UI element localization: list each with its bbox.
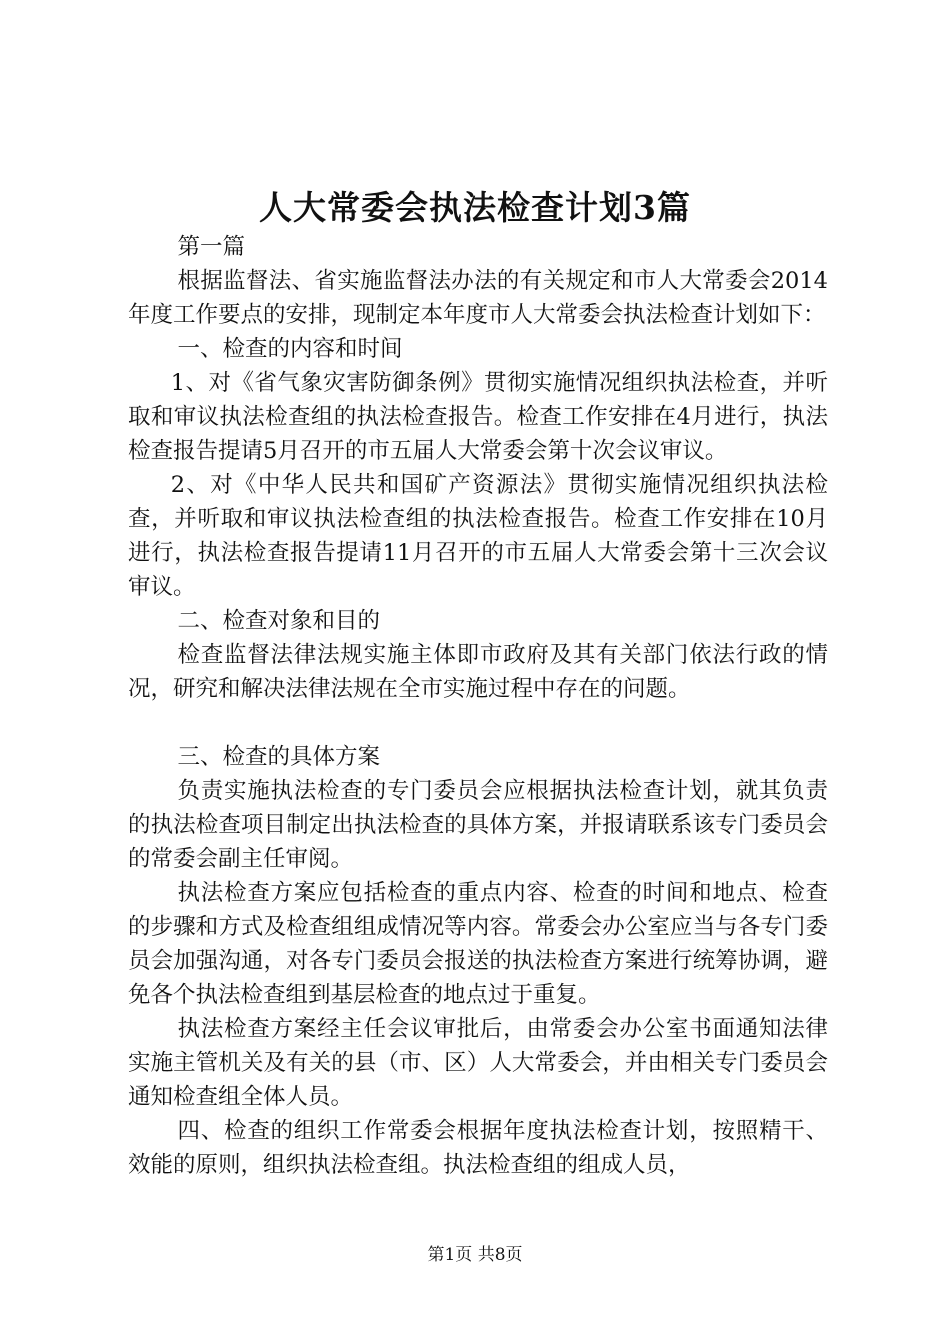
page-footer: 第1页 共8页 <box>427 1245 523 1265</box>
paragraph: 负责实施执法检查的专门委员会应根据执法检查计划，就其负责的执法检查项目制定出执法检查的具体方案，并报请联系该专门委员会的常委会副主任审阅。 <box>128 778 828 872</box>
paragraph: 1、对《省气象灾害防御条例》贯彻实施情况组织执法检查，并听取和审议执法检查组的执法检查报告。检查工作安排在4月进行，执法检查报告提请5月召开的市五届人大常委会第十次会议审议。 <box>128 370 828 464</box>
section-heading: 一、检查的内容和时间 <box>177 336 403 362</box>
paragraph: 四、检查的组织工作常委会根据年度执法检查计划，按照精干、效能的原则，组织执法检查组。执法检查组的组成人员， <box>128 1118 828 1178</box>
section-heading: 二、检查对象和目的 <box>177 608 381 634</box>
document-title: 人大常委会执法检查计划3篇 <box>259 188 691 227</box>
blank-line <box>128 706 828 740</box>
paragraph: 2、对《中华人民共和国矿产资源法》贯彻实施情况组织执法检查，并听取和审议执法检查组的执法检查报告。检查工作安排在10月进行，执法检查报告提请11月召开的市五届人大常委会第十三次会议审议。 <box>128 472 828 600</box>
paragraph: 执法检查方案应包括检查的重点内容、检查的时间和地点、检查的步骤和方式及检查组组成情况等内容。常委会办公室应当与各专门委员会加强沟通，对各专门委员会报送的执法检查方案进行统筹协调，避免各个执法检查组到基层检查的地点过于重复。 <box>128 880 828 1008</box>
section-label: 第一篇 <box>177 234 246 260</box>
paragraph: 执法检查方案经主任会议审批后，由常委会办公室书面通知法律实施主管机关及有关的县（市、区）人大常委会，并由相关专门委员会通知检查组全体人员。 <box>128 1016 828 1110</box>
section-heading: 三、检查的具体方案 <box>177 744 381 770</box>
paragraph: 检查监督法律法规实施主体即市政府及其有关部门依法行政的情况，研究和解决法律法规在全市实施过程中存在的问题。 <box>128 642 828 702</box>
paragraph: 根据监督法、省实施监督法办法的有关规定和市人大常委会2014年度工作要点的安排，现制定本年度市人大常委会执法检查计划如下： <box>128 268 828 328</box>
document-body <box>128 230 828 1182</box>
